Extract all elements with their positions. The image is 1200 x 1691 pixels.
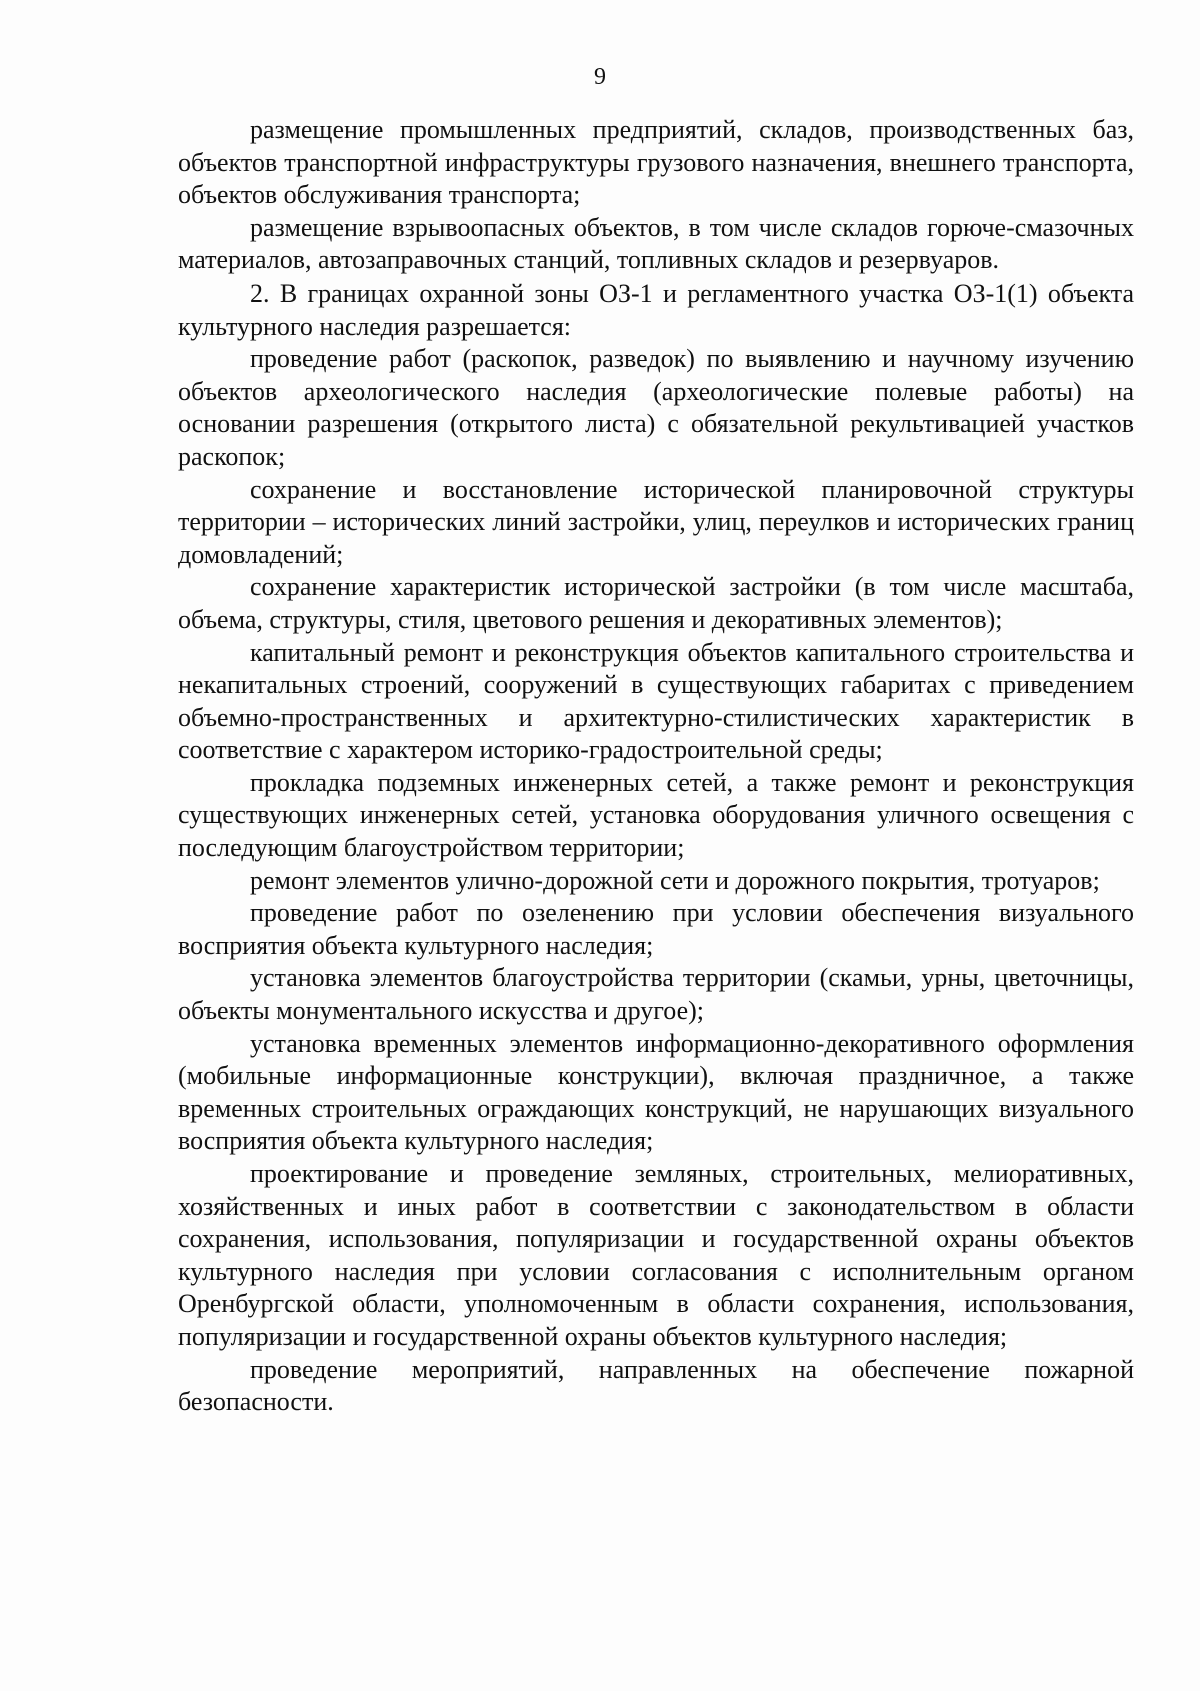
paragraph: проведение работ (раскопок, разведок) по выявлению и научному изучению объектов археологического наследия (археологические полевые работы) на основании разрешения (открытого листа) с обязательной рекультивацией участков раскопок; (178, 344, 1134, 471)
paragraph: сохранение и восстановление исторической планировочной структуры территории – исторических линий застройки, улиц, переулков и исторических границ домовладений; (178, 474, 1134, 569)
paragraph: сохранение характеристик исторической застройки (в том числе масштаба, объема, структуры, стиля, цветового решения и декоративных элементов); (178, 572, 1134, 634)
page-number: 9 (594, 64, 606, 90)
paragraph: 2. В границах охранной зоны ОЗ-1 и регламентного участка ОЗ-1(1) объекта культурного наследия разрешается: (178, 278, 1134, 341)
document-body (178, 114, 1134, 1419)
paragraph: установка временных элементов информационно-декоративного оформления (мобильные информационные конструкции), включая праздничное, а также временных строительных ограждающих конструкций, не нарушающих визуального восприятия объекта культурного наследия; (178, 1028, 1134, 1156)
paragraph: проведение мероприятий, направленных на обеспечение пожарной безопасности. (178, 1354, 1134, 1417)
paragraph: проектирование и проведение земляных, строительных, мелиоративных, хозяйственных и иных работ в соответствии с законодательством в области сохранения, использования, популяризации и государственной охраны объектов культурного наследия при условии согласования с исполнительным органом Оренбургской области, уполномоченным в области сохранения, использования, популяризации и государственной охраны объектов культурного наследия; (178, 1159, 1134, 1351)
paragraph: капитальный ремонт и реконструкция объектов капитального строительства и некапитальных строений, сооружений в существующих габаритах с приведением объемно-пространственных и архитектурно-стилистических характеристик в соответствие с характером историко-градостроительной среды; (178, 637, 1134, 765)
paragraph: установка элементов благоустройства территории (скамьи, урны, цветочницы, объекты монументального искусства и другое); (178, 963, 1134, 1026)
paragraph: размещение промышленных предприятий, складов, производственных баз, объектов транспортной инфраструктуры грузового назначения, внешнего транспорта, объектов обслуживания транспорта; (178, 115, 1134, 210)
paragraph: ремонт элементов улично-дорожной сети и дорожного покрытия, тротуаров; (250, 865, 1100, 895)
paragraph: прокладка подземных инженерных сетей, а также ремонт и реконструкция существующих инженерных сетей, установка оборудования уличного освещения с последующим благоустройством территории; (178, 767, 1134, 863)
paragraph: размещение взрывоопасных объектов, в том числе складов горюче-смазочных материалов, автозаправочных станций, топливных складов и резервуаров. (178, 212, 1134, 275)
paragraph: проведение работ по озеленению при условии обеспечения визуального восприятия объекта культурного наследия; (178, 898, 1134, 960)
